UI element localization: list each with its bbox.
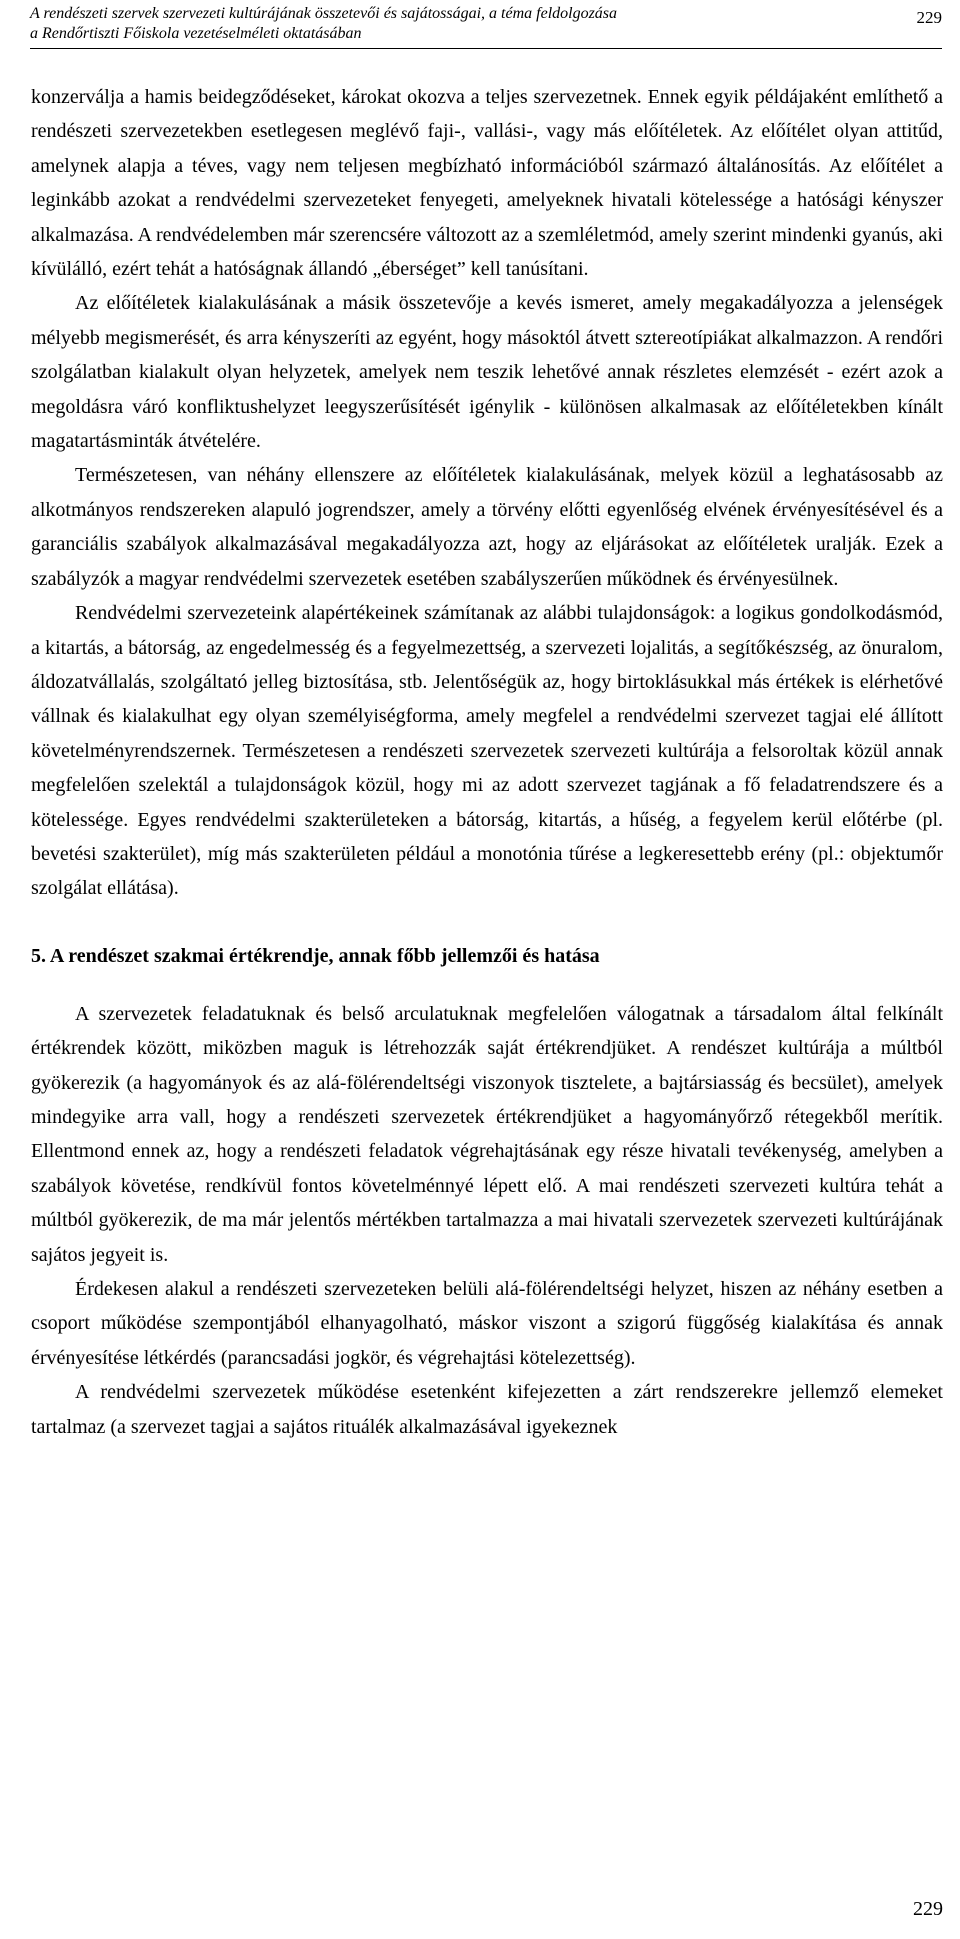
paragraph-7: A rendvédelmi szervezetek működése esetenként kifejezetten a zárt rendszerekre jellemző elemeket tartalmaz (a szervezet tagjai a sajátos rituálék alkalmazásával igyekeznek bbox=[31, 1381, 943, 1438]
section-heading: 5. A rendészet szakmai értékrendje, annak főbb jellemzői és hatása bbox=[31, 944, 600, 967]
paragraph-1: konzerválja a hamis beidegződéseket, károkat okozva a teljes szervezetnek. Ennek egyik példájaként említhető a rendészeti szervezetekben esetlegesen meglévő faji-, vallási-, vagy más előítéletek. Az előítélet olyan attitűd, amelynek alapja a téves, vagy nem teljesen megbízható információból származó általánosítás. Az előítélet a leginkább azokat a rendvédelmi szervezeteket fenyegeti, amelyeknek hivatali kötelessége a hatósági kényszer alkalmazása. A rendvédelemben már szerencsére változott az a szemléletmód, amely szerint mindenki gyanús, aki kívülálló, ezért tehát a hatóságnak állandó „éberséget” kell tanúsítani. bbox=[31, 86, 943, 281]
paragraph-2: Az előítéletek kialakulásának a másik összetevője a kevés ismeret, amely megakadályozza a jelenségek mélyebb megismerését, és arra kényszeríti az egyént, hogy másoktól átvett sztereotípiákat alkalmazzon. A rendőri szolgálatban kialakult olyan helyzetek, amelyek nem teszik lehetővé annak részletes elemzését - ezért azok a megoldásra váró konfliktushelyzet leegyszerűsítését igénylik - különösen alkalmasak az előítéletekben kínált magatartásminták átvételére. bbox=[31, 292, 943, 453]
page-body bbox=[31, 80, 943, 1444]
paragraph-3: Természetesen, van néhány ellenszere az előítéletek kialakulásának, melyek közül a leghatásosabb az alkotmányos rendszereken alapuló jogrendszer, amely a törvény előtti egyenlőség elvének érvényesítésével és a garanciális szabályok alkalmazásával megakadályozza azt, hogy az eljárásokat az előítéletek uralják. Ezek a szabályzók a magyar rendvédelmi szervezetek esetében szabályszerűen működnek és érvényesülnek. bbox=[31, 464, 943, 590]
paragraph-4: Rendvédelmi szervezeteink alapértékeinek számítanak az alábbi tulajdonságok: a logikus gondolkodásmód, a kitartás, a bátorság, az engedelmesség és a fegyelmezettség, a szervezeti lojalitás, a segítőkészség, az önuralom, áldozatvállalás, szolgáltató jelleg biztosítása, stb. Jelentőségük az, hogy birtoklásukkal más értékek is elérhetővé vállnak és kialakulhat egy olyan személyiségforma, amely megfelel a rendvédelmi szervezet tagjai elé állított követelményrendszernek. Természetesen a rendészeti szervezetek szervezeti kultúrája a felsoroltak közül annak megfelelően szelektál a tulajdonságok közül, hogy mi az adott szervezet tagjának a fő feladatrendszere és a kötelessége. Egyes rendvédelmi szakterületeken a bátorság, kitartás, a hűség, a fegyelem kerül előtérbe (pl. bevetési szakterület), míg más szakterületen például a monotónia tűrése a legkeresettebb erény (pl.: objektumőr szolgálat ellátása). bbox=[31, 602, 943, 900]
header-page-number: 229 bbox=[916, 8, 942, 27]
header-title-line-1: A rendészeti szervek szervezeti kultúrájának összetevői és sajátosságai, a téma feldolgozása bbox=[30, 5, 618, 22]
header-title-line-2: a Rendőrtiszti Főiskola vezetéselméleti oktatásában bbox=[30, 25, 362, 42]
paragraph-6: Érdekesen alakul a rendészeti szervezeteken belüli alá-fölérendeltségi helyzet, hiszen az néhány esetben a csoport működése szempontjából elhanyagolható, máskor viszont a szigorú függőség kialakítása és annak érvényesítése létkérdés (parancsadási jogkör, és végrehajtási kötelezettség). bbox=[31, 1278, 943, 1369]
paragraph-5: A szervezetek feladatuknak és belső arculatuknak megfelelően válogatnak a társadalom által felkínált értékrendek között, miközben maguk is létrehozzák saját értékrendjüket. A rendészet kultúrája a múltból gyökerezik (a hagyományok és az alá-fölérendeltségi viszonyok tisztelete, a bajtársiasság és becsület), amelyek mindegyike arra vall, hogy a rendészeti szervezetek értékrendjüket a hagyományőrző rétegekből merítik. Ellentmond ennek az, hogy a rendészeti feladatok végrehajtásának egy része hivatali tevékenység, amelyben a szabályok követése, rendkívül fontos követelménnyé lépett elő. A mai rendészeti szervezeti kultúra tehát a múltból gyökerezik, de ma már jelentős mértékben tartalmazza a mai hivatali szervezetek szervezeti kultúrájának sajátos jegyeit is. bbox=[31, 1002, 943, 1266]
footer-page-number: 229 bbox=[913, 1898, 943, 1920]
running-header bbox=[30, 4, 942, 49]
